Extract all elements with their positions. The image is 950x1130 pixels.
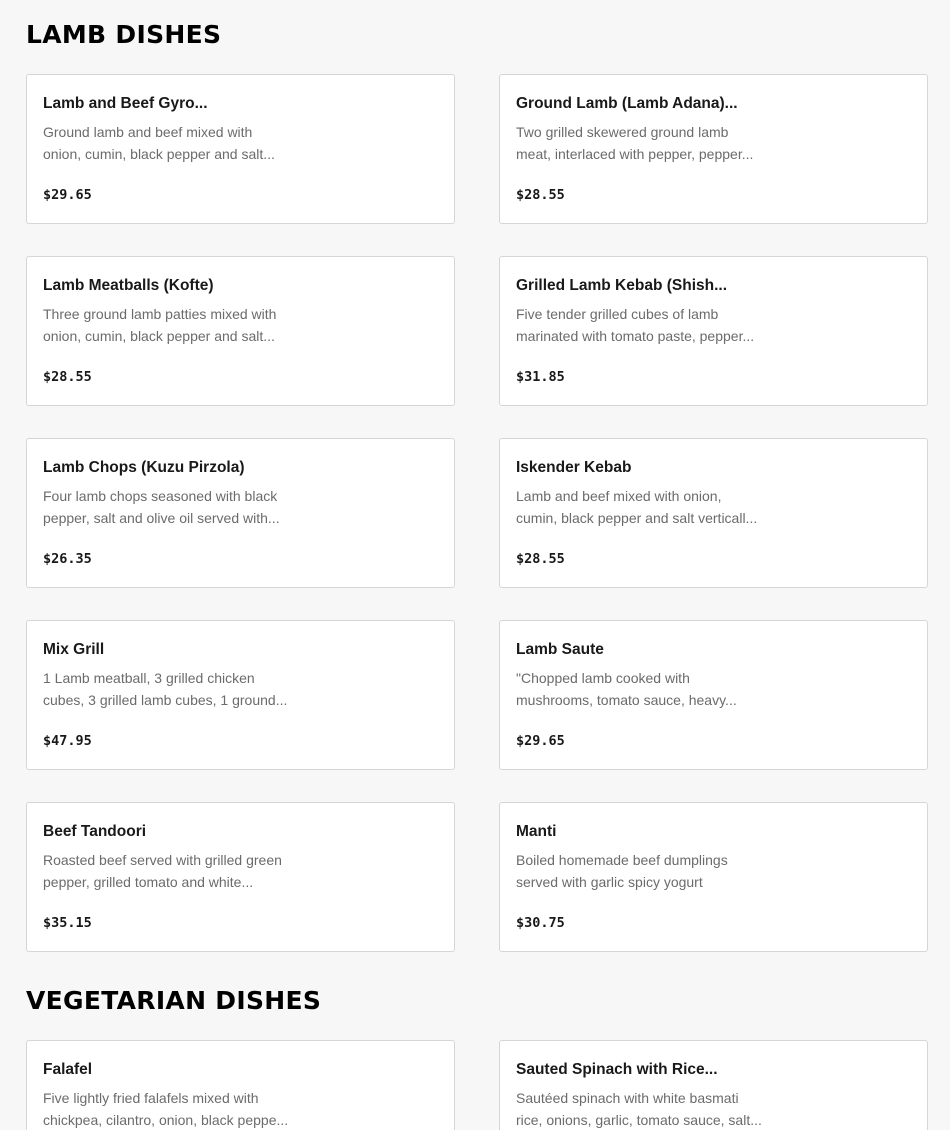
menu-item-card[interactable] [26, 1040, 455, 1130]
menu-item-card[interactable] [499, 256, 928, 406]
menu-item-price: $28.55 [516, 187, 565, 203]
menu-item-card[interactable] [499, 438, 928, 588]
menu-item-price: $28.55 [43, 369, 92, 385]
menu-item-name: Falafel [43, 1061, 93, 1078]
menu-item-card[interactable] [26, 256, 455, 406]
menu-item-description-line: Sautéed spinach with white basmati [516, 1090, 739, 1106]
menu-item-description [43, 667, 295, 711]
menu-item-description-line: meat, interlaced with pepper, pepper... [516, 146, 754, 162]
menu-item-description-line: Boiled homemade beef dumplings [516, 852, 728, 868]
menu-item-description-line: mushrooms, tomato sauce, heavy... [516, 692, 737, 708]
menu-item-description [516, 1087, 768, 1130]
menu-item-description-line: Three ground lamb patties mixed with [43, 306, 277, 322]
menu-item-description-line: onion, cumin, black pepper and salt... [43, 146, 275, 162]
menu-item-description [516, 667, 768, 711]
menu-item-price: $28.55 [516, 551, 565, 567]
menu-item-price: $47.95 [43, 733, 92, 749]
menu-item-description-line: Ground lamb and beef mixed with [43, 124, 253, 140]
menu-item-card[interactable] [499, 1040, 928, 1130]
menu-item-description [43, 849, 295, 893]
menu-item-price: $26.35 [43, 551, 92, 567]
menu-item-description [516, 849, 768, 893]
menu-item-description [43, 121, 295, 165]
menu-item-description-line: pepper, salt and olive oil served with... [43, 510, 280, 526]
menu-item-description-line: Roasted beef served with grilled green [43, 852, 282, 868]
menu-item-price: $30.75 [516, 915, 565, 931]
menu-item-description [43, 485, 295, 529]
vegetarian-dishes-grid [26, 1040, 928, 1130]
menu-item-name: Lamb and Beef Gyro... [43, 95, 208, 112]
menu-item-description-line: rice, onions, garlic, tomato sauce, salt... [516, 1112, 762, 1128]
menu-item-description-line: cumin, black pepper and salt verticall... [516, 510, 758, 526]
menu-item-name: Lamb Chops (Kuzu Pirzola) [43, 459, 245, 476]
menu-item-description-line: Four lamb chops seasoned with black [43, 488, 278, 504]
menu-item-price: $29.65 [43, 187, 92, 203]
menu-item-name: Grilled Lamb Kebab (Shish... [516, 277, 728, 294]
menu-item-description [516, 303, 768, 347]
menu-item-name: Manti [516, 823, 557, 840]
menu-item-description-line: pepper, grilled tomato and white... [43, 874, 254, 890]
menu-item-name: Sauted Spinach with Rice... [516, 1061, 718, 1078]
menu-item-description [43, 1087, 295, 1130]
menu-item-card[interactable] [26, 802, 455, 952]
menu-item-price: $31.85 [516, 369, 565, 385]
section-title-vegetarian-dishes: VEGETARIAN DISHES [26, 986, 322, 1015]
lamb-dishes-grid [26, 74, 928, 952]
menu-item-card[interactable] [499, 802, 928, 952]
menu-item-price: $35.15 [43, 915, 92, 931]
menu-item-description-line: marinated with tomato paste, pepper... [516, 328, 755, 344]
menu-item-description-line: 1 Lamb meatball, 3 grilled chicken [43, 670, 255, 686]
menu-item-name: Ground Lamb (Lamb Adana)... [516, 95, 738, 112]
menu-item-description-line: "Chopped lamb cooked with [516, 670, 690, 686]
menu-item-name: Lamb Meatballs (Kofte) [43, 277, 214, 294]
menu-item-description [516, 485, 768, 529]
menu-item-description-line: served with garlic spicy yogurt [516, 874, 703, 890]
menu-item-description-line: Two grilled skewered ground lamb [516, 124, 729, 140]
menu-item-name: Mix Grill [43, 641, 105, 658]
menu-item-description-line: Five tender grilled cubes of lamb [516, 306, 719, 322]
menu-item-card[interactable] [26, 74, 455, 224]
menu-item-name: Beef Tandoori [43, 823, 147, 840]
menu-item-description [43, 303, 295, 347]
menu-item-price: $29.65 [516, 733, 565, 749]
menu-item-description-line: Lamb and beef mixed with onion, [516, 488, 722, 504]
menu-item-description-line: Five lightly fried falafels mixed with [43, 1090, 259, 1106]
menu-item-name: Iskender Kebab [516, 459, 632, 476]
menu-item-description-line: cubes, 3 grilled lamb cubes, 1 ground... [43, 692, 288, 708]
menu-item-card[interactable] [26, 620, 455, 770]
section-title-lamb-dishes: LAMB DISHES [26, 20, 222, 49]
menu-item-description [516, 121, 768, 165]
menu-item-description-line: onion, cumin, black pepper and salt... [43, 328, 275, 344]
menu-item-card[interactable] [499, 620, 928, 770]
menu-item-card[interactable] [26, 438, 455, 588]
menu-item-description-line: chickpea, cilantro, onion, black peppe... [43, 1112, 289, 1128]
menu-item-name: Lamb Saute [516, 641, 604, 658]
menu-item-card[interactable] [499, 74, 928, 224]
